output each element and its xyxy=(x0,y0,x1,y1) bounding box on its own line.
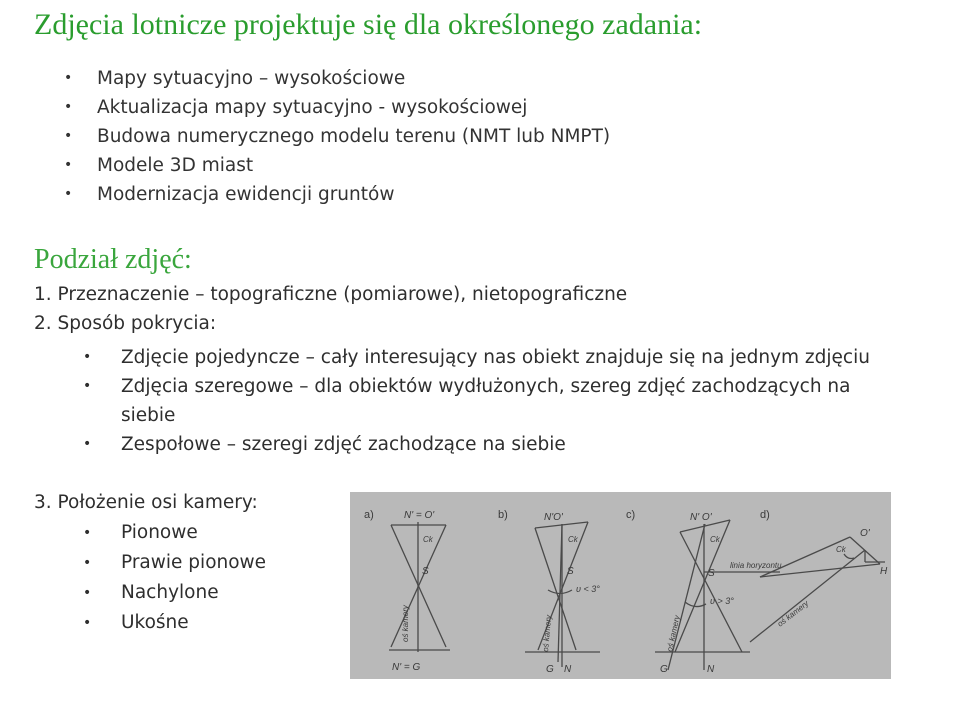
bullet-icon: • xyxy=(83,555,92,571)
list-item-text: Nachylone xyxy=(121,582,219,603)
list-item xyxy=(64,64,610,93)
list-item xyxy=(83,548,267,578)
label-d-ck: Ck xyxy=(836,545,846,554)
bullet-icon: • xyxy=(83,436,92,452)
label-a: a) xyxy=(364,509,374,521)
list-item xyxy=(83,578,266,608)
bullet-icon: • xyxy=(64,70,73,86)
label-b-s: S xyxy=(567,566,574,577)
list-item-text: Pionowe xyxy=(121,522,198,543)
label-b-axis: oś kamery xyxy=(541,614,554,653)
bullet-icon: • xyxy=(64,99,73,115)
list-item-text: Zdjęcie pojedyncze – cały interesujący nas obiekt znajduje się na jednym zdjęciu xyxy=(121,347,870,368)
label-c-angle: υ > 3° xyxy=(710,596,734,606)
label-b-n: N xyxy=(564,664,572,675)
numbered-item-coverage: 2. Sposób pokrycia: xyxy=(34,313,217,334)
section-heading: Podział zdjęć: xyxy=(34,244,192,275)
bullet-icon: • xyxy=(64,186,73,202)
label-c-n: N xyxy=(707,664,715,675)
list-item-text: Modele 3D miast xyxy=(97,155,254,176)
list-item xyxy=(64,122,611,151)
diagram-nearly-vertical xyxy=(498,509,600,675)
label-c-top: N' O' xyxy=(690,512,712,523)
bullet-icon: • xyxy=(64,128,73,144)
label-b-ck: Ck xyxy=(568,535,578,544)
label-c-horizon: linia horyzontu xyxy=(730,561,782,570)
label-d-top: O' xyxy=(860,528,870,539)
list-item xyxy=(64,93,610,122)
list-item-text: Zdjęcia szeregowe – dla obiektów wydłużonych, szereg zdjęć zachodzących na xyxy=(121,376,851,397)
list-item-text: Budowa numerycznego modelu terenu (NMT lub NMPT) xyxy=(97,126,611,147)
bullet-icon: • xyxy=(83,615,92,631)
bullet-icon: • xyxy=(83,585,92,601)
label-c: c) xyxy=(626,509,636,521)
label-a-axis: oś kamery xyxy=(401,605,410,642)
bullet-icon: • xyxy=(64,157,73,173)
list-item xyxy=(83,430,870,459)
label-a-top: N' = O' xyxy=(404,510,435,521)
diagram-tilted xyxy=(626,509,782,675)
label-d-axis: oś kamery xyxy=(775,598,811,629)
bullet-icon: • xyxy=(83,525,92,541)
label-a-ck: Ck xyxy=(423,535,433,544)
label-c-axis: oś kamery xyxy=(665,614,682,653)
list-item-text: Prawie pionowe xyxy=(121,552,267,573)
coverage-list xyxy=(83,343,870,459)
label-a-bottom: N' = G xyxy=(392,662,421,673)
label-c-g: G xyxy=(660,664,668,675)
label-c-ck: Ck xyxy=(710,535,720,544)
bullet-icon: • xyxy=(83,349,92,365)
diagram-oblique xyxy=(750,509,888,642)
list-item-text-continued: siebie xyxy=(121,405,176,426)
list-item xyxy=(64,180,610,209)
label-b-g: G xyxy=(546,664,554,675)
list-item-text: Mapy sytuacyjno – wysokościowe xyxy=(97,68,406,89)
list-item xyxy=(83,518,266,548)
label-d: d) xyxy=(760,509,770,521)
label-b-top: N'O' xyxy=(544,512,563,523)
bullet-icon: • xyxy=(83,378,92,394)
camera-axis-diagram xyxy=(350,492,891,679)
axis-list xyxy=(83,518,267,638)
numbered-item-axis: 3. Położenie osi kamery: xyxy=(34,492,258,513)
list-item-text: Ukośne xyxy=(121,612,189,633)
list-item xyxy=(64,151,610,180)
list-item xyxy=(83,608,266,638)
list-item-text: Zespołowe – szeregi zdjęć zachodzące na siebie xyxy=(121,434,566,455)
diagram-vertical xyxy=(364,509,450,673)
label-b-angle: υ < 3° xyxy=(576,584,600,594)
task-list xyxy=(64,64,611,209)
list-item-text: Modernizacja ewidencji gruntów xyxy=(97,184,395,205)
slide-title: Zdjęcia lotnicze projektuje się dla określonego zadania: xyxy=(34,8,703,41)
list-item-text: Aktualizacja mapy sytuacyjno - wysokościowej xyxy=(97,97,528,118)
label-c-s: S xyxy=(708,568,715,579)
label-a-s: S xyxy=(422,566,429,577)
list-item xyxy=(83,372,870,430)
numbered-item-purpose: 1. Przeznaczenie – topograficzne (pomiarowe), nietopograficzne xyxy=(34,284,628,305)
label-b: b) xyxy=(498,509,508,521)
list-item xyxy=(83,343,870,372)
label-d-h: H xyxy=(880,566,888,577)
